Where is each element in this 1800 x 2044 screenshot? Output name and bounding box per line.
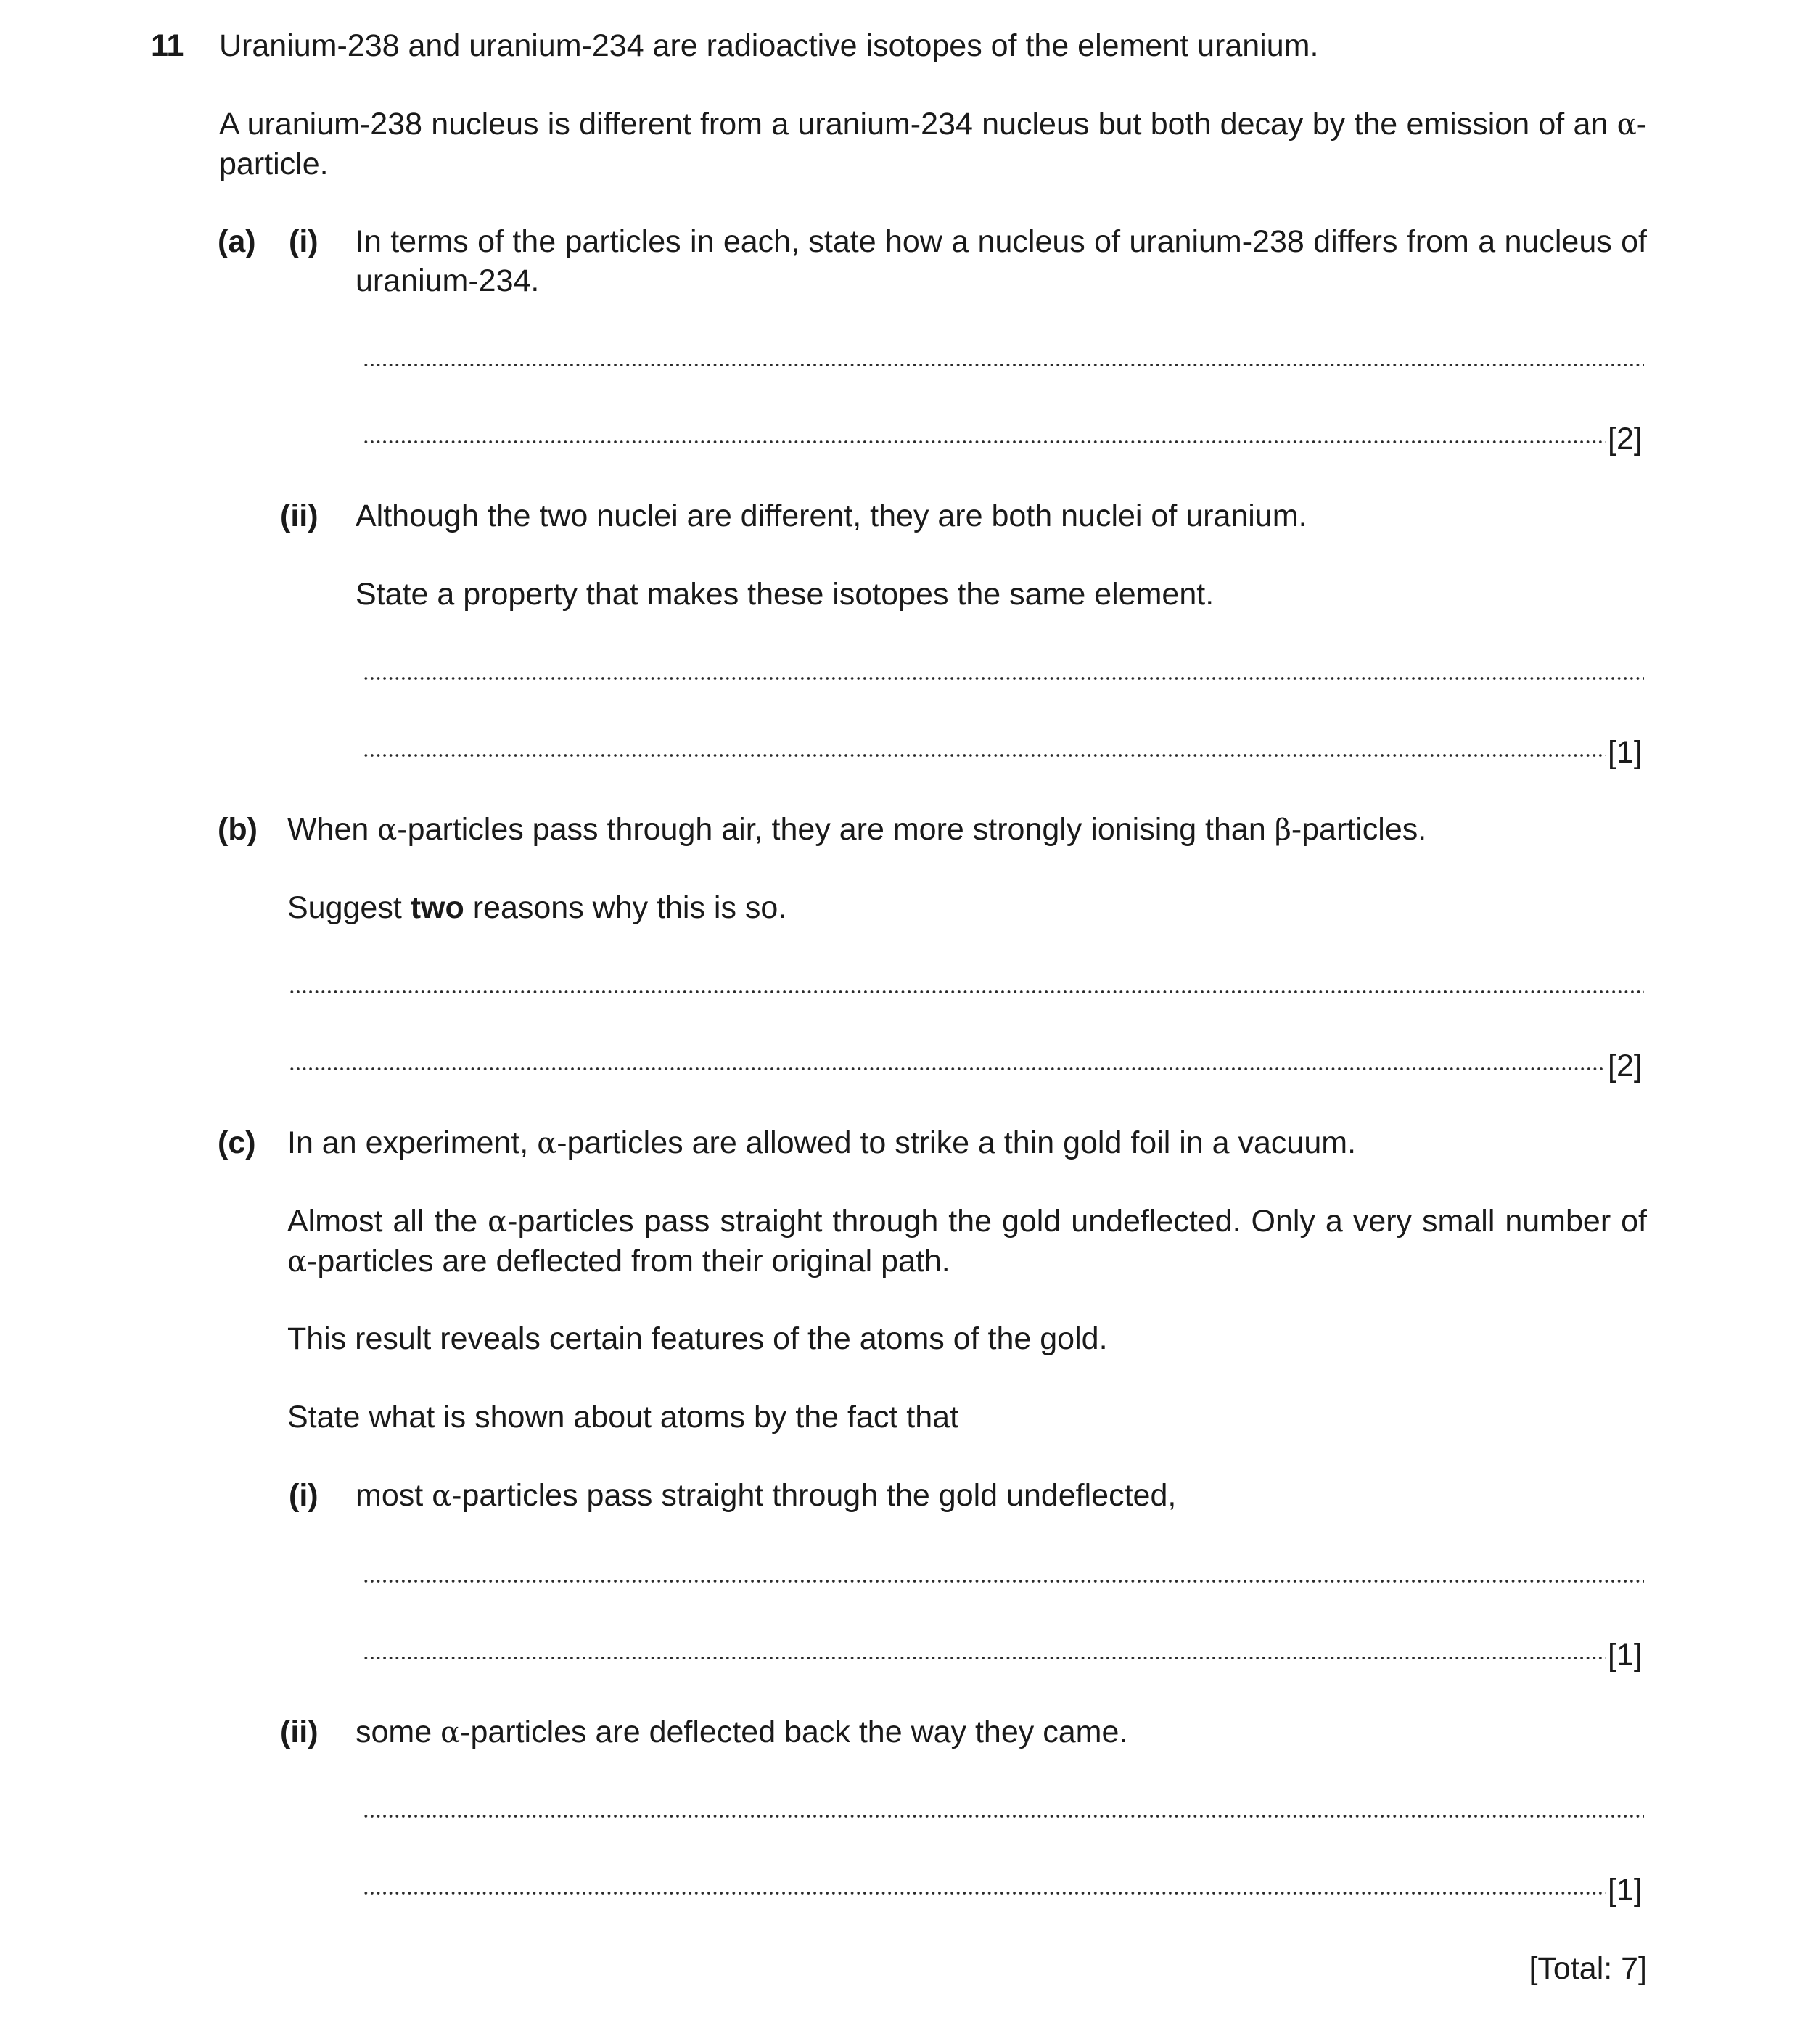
- part-b-label: (b): [218, 812, 258, 847]
- answer-line-c-i-1[interactable]: [363, 1579, 1644, 1583]
- answer-line-b-1[interactable]: [289, 990, 1644, 994]
- answer-line-a-ii-1[interactable]: [363, 676, 1644, 681]
- part-a-i-question: In terms of the particles in each, state how a nucleus of uranium-238 differs from a nucleus of uranium-234.: [356, 224, 1647, 298]
- answer-line-c-ii-1[interactable]: [363, 1814, 1644, 1818]
- part-a-ii-label: (ii): [280, 498, 319, 533]
- marks-a-ii: [1]: [1608, 735, 1643, 770]
- answer-line-a-ii-2[interactable]: [363, 753, 1606, 758]
- question-number: 11: [151, 28, 184, 63]
- answer-line-a-i-1[interactable]: [363, 363, 1644, 367]
- total-marks: [Total: 7]: [1529, 1951, 1647, 1986]
- part-a-ii-question: State a property that makes these isotopes the same element.: [356, 577, 1215, 612]
- part-c-question: State what is shown about atoms by the fact that: [287, 1400, 959, 1435]
- answer-line-c-ii-2[interactable]: [363, 1891, 1606, 1895]
- part-b-statement: When α-particles pass through air, they are more strongly ionising than β-particles.: [287, 812, 1427, 847]
- part-c-i-question: most α-particles pass straight through the gold undeflected,: [356, 1478, 1177, 1513]
- part-a-ii-statement: Although the two nuclei are different, they are both nuclei of uranium.: [356, 498, 1307, 533]
- answer-line-b-2[interactable]: [289, 1067, 1606, 1071]
- marks-c-ii: [1]: [1608, 1873, 1643, 1908]
- part-a-i-label: (i): [289, 224, 319, 259]
- part-c-ii-label: (ii): [280, 1715, 319, 1749]
- part-c-label: (c): [218, 1125, 256, 1160]
- question-intro: Uranium-238 and uranium-234 are radioactive isotopes of the element uranium.: [219, 28, 1319, 63]
- marks-b: [2]: [1608, 1048, 1643, 1083]
- part-a-label: (a): [218, 224, 256, 259]
- part-c-statement: In an experiment, α-particles are allowed to strike a thin gold foil in a vacuum.: [287, 1125, 1357, 1160]
- marks-c-i: [1]: [1608, 1638, 1643, 1672]
- answer-line-a-i-2[interactable]: [363, 440, 1606, 444]
- part-c-observation: Almost all the α-particles pass straight through the gold undeflected. Only a very small number of α-particles are deflected from their original path.: [287, 1204, 1647, 1278]
- part-c-ii-question: some α-particles are deflected back the way they came.: [356, 1715, 1128, 1749]
- marks-a-i: [2]: [1608, 422, 1643, 456]
- question-context: A uranium-238 nucleus is different from a uranium-234 nucleus but both decay by the emission of an α-particle.: [219, 107, 1647, 181]
- answer-line-c-i-2[interactable]: [363, 1656, 1606, 1660]
- part-b-question: Suggest two reasons why this is so.: [287, 890, 787, 925]
- part-c-i-label: (i): [289, 1478, 319, 1513]
- part-c-inference: This result reveals certain features of the atoms of the gold.: [287, 1321, 1108, 1356]
